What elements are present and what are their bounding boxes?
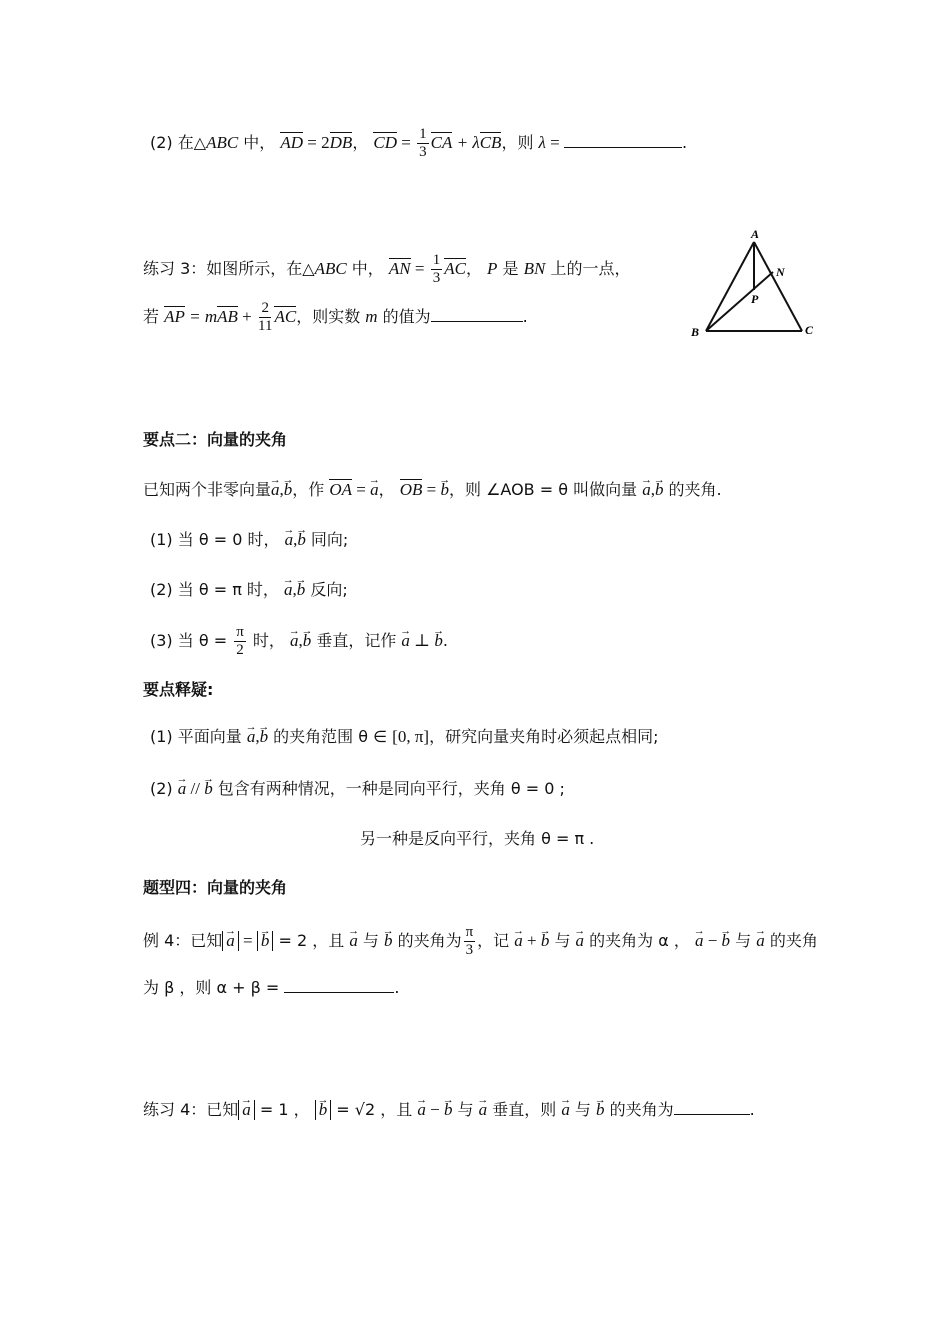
section-title-notes: 要点释疑: — [143, 680, 214, 699]
label-b: B — [691, 325, 700, 339]
vector-cb: CB — [479, 133, 502, 152]
triangle-figure — [690, 228, 830, 343]
fraction-two-elevenths: $\frac{2}{11}$ — [258, 300, 273, 334]
vector-cd: CD — [373, 133, 398, 152]
vector-ac: AC — [444, 259, 466, 278]
fraction-one-third: $\frac{1}{3}$ — [432, 252, 441, 286]
vector-ad: AD — [280, 133, 304, 152]
fraction-pi-over-2: $\frac{\pi}{2}$ — [236, 624, 244, 658]
note-2: (2) → a // → b 包含有两种情况，一种是同向平行，夹角 θ = 0 ; — [150, 777, 565, 801]
abs-b: → b — [257, 931, 274, 951]
case-3: (3) 当 θ = $\frac{\pi}{2}$ 时， → a,→ b 垂直，记作 → a ⊥ → b. — [150, 624, 448, 659]
case-1: (1) 当 θ = 0 时， → a,→ b 同向; — [150, 528, 348, 552]
note-2-continued: 另一种是反向平行，夹角 θ = π . — [360, 829, 595, 848]
exercise-3-line-2: 若 AP = mAB + $\frac{2}{11}$ AC，则实数 m 的值为 . — [143, 300, 528, 334]
answer-blank[interactable] — [674, 1098, 750, 1115]
vector-ap: AP — [164, 307, 185, 326]
label-p: P — [751, 292, 759, 306]
exercise-3-line-1: 练习 3：如图所示，在△ABC 中， AN = $\frac{1}{3}$ AC， P 是 BN 上的一点， — [143, 252, 631, 286]
fraction-pi-over-3: $\frac{\pi}{3}$ — [465, 924, 474, 958]
answer-blank[interactable] — [284, 976, 394, 993]
label-a: A — [751, 228, 760, 241]
section-title-type-4: 题型四：向量的夹角 — [143, 878, 288, 897]
vector-ob: OB — [399, 480, 423, 499]
vector-an: AN — [388, 259, 411, 278]
abs-a: → a — [222, 931, 239, 951]
label-n: N — [776, 265, 785, 279]
section-title-point-2: 要点二：向量的夹角 — [143, 430, 288, 449]
vector-ac: AC — [274, 307, 297, 326]
question-2: (2) 在△ABC 中， AD = 2DB， CD = $\frac{1}{3}$ CA + λCB，则 λ = . — [150, 126, 688, 160]
answer-blank[interactable] — [431, 305, 523, 322]
note-1: (1) 平面向量 → a,→ b 的夹角范围 θ ∈ [0, π]，研究向量夹角时必须起点相同; — [150, 725, 658, 749]
vector-db: DB — [329, 133, 353, 152]
segment-bn — [706, 272, 773, 331]
example-4-line-1: 例 4：已知→ a = → b = 2 ，且 → a 与 → b 的夹角为 $\frac{\pi}{3}$ ，记 → a + → b 与 → a 的夹角为 α ， → a − → b 与 → a 的夹角 — [143, 924, 818, 959]
abs-b: → b — [315, 1100, 332, 1120]
edge-ab — [706, 242, 754, 331]
label-c: C — [805, 323, 814, 337]
vector-ca: CA — [430, 133, 453, 152]
example-4-line-2: 为 β ，则 α + β = . — [143, 978, 400, 997]
vector-ab: AB — [217, 307, 238, 326]
vector-oa: OA — [329, 480, 353, 499]
case-2: (2) 当 θ = π 时， → a,→ b 反向; — [150, 578, 348, 602]
edge-ac — [754, 242, 802, 331]
angle-definition: 已知两个非零向量→ a,→ b，作 OA = → a， OB = → b，则 ∠AOB = θ 叫做向量 → a,→ b 的夹角. — [143, 478, 722, 502]
exercise-4: 练习 4：已知→ a = 1 ， → b = √2 ，且 → a − → b 与 → a 垂直，则 → a 与 → b 的夹角为 . — [143, 1098, 755, 1122]
abs-a: → a — [238, 1100, 255, 1120]
answer-blank[interactable] — [564, 131, 682, 148]
fraction-one-third: $\frac{1}{3}$ — [419, 126, 427, 160]
